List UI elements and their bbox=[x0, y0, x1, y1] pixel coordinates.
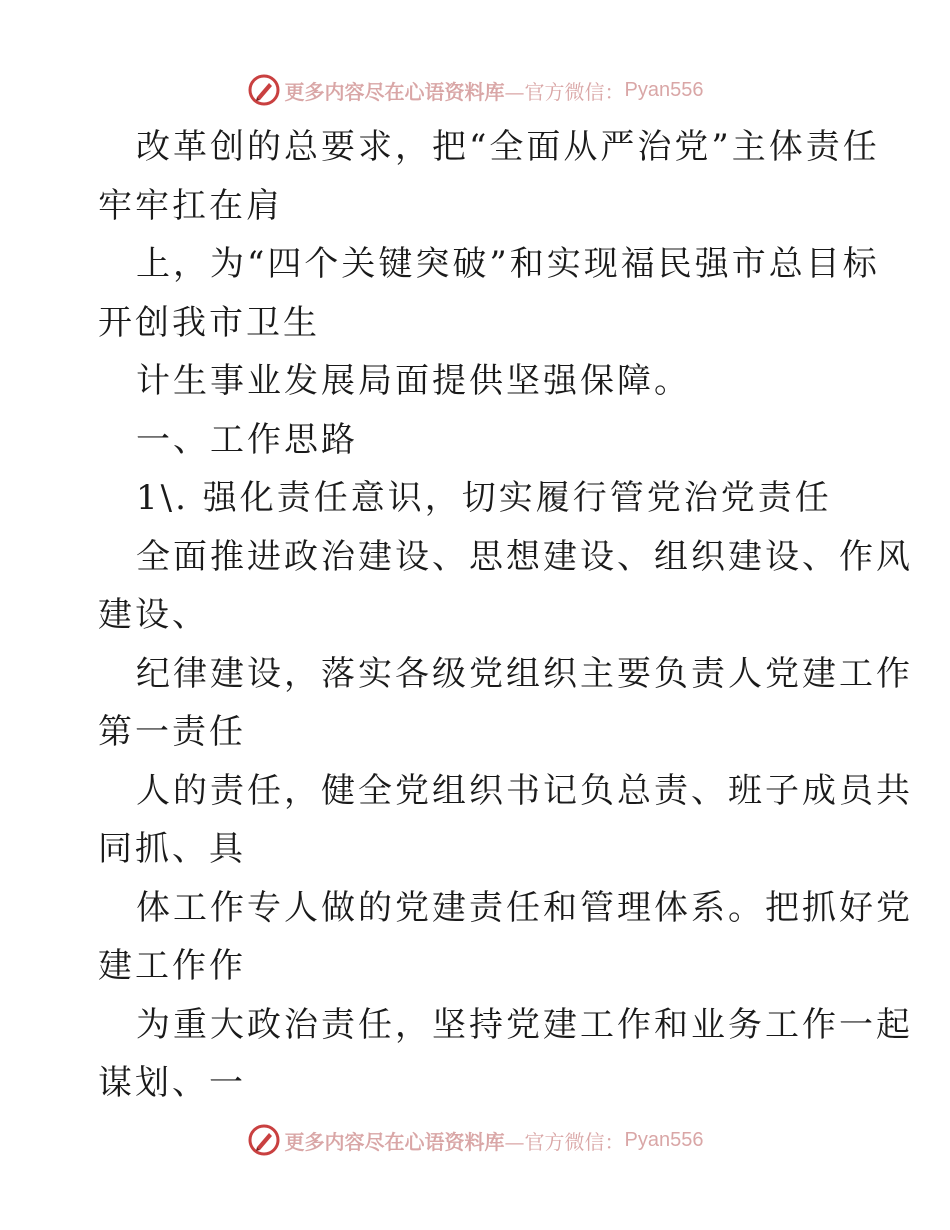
document-body bbox=[98, 118, 913, 1113]
header-wechat-label: —官方微信： bbox=[504, 79, 625, 104]
footer-wechat-label: —官方微信： bbox=[504, 1129, 625, 1154]
paragraph-line: 为重大政治责任，坚持党建工作和业务工作一起 bbox=[136, 1004, 913, 1045]
paragraph-line: 一、工作思路 bbox=[136, 419, 358, 460]
paragraph-line: 人的责任，健全党组织书记负总责、班子成员共 bbox=[136, 770, 913, 811]
paragraph-line: 谋划、一 bbox=[98, 1063, 246, 1103]
footer-brand-text: 更多内容尽在心语资料库 bbox=[284, 1129, 505, 1154]
paragraph-line: 第一责任 bbox=[98, 712, 246, 752]
paragraph-line: 建设、 bbox=[98, 595, 209, 635]
pen-logo-icon bbox=[247, 1123, 281, 1157]
paragraph-line: 1\. 强化责任意识，切实履行管党治党责任 bbox=[136, 478, 832, 518]
paragraph-line: 同抓、具 bbox=[98, 829, 246, 869]
header-wechat-id: Pyan556 bbox=[624, 78, 704, 101]
paragraph-line: 纪律建设，落实各级党组织主要负责人党建工作 bbox=[136, 653, 913, 694]
header-banner bbox=[0, 70, 950, 110]
paragraph-line: 上，为“四个关键突破”和实现福民强市总目标 bbox=[136, 244, 880, 284]
paragraph-line: 牢牢扛在肩 bbox=[98, 185, 283, 226]
pen-logo-icon bbox=[247, 73, 281, 107]
header-brand-text: 更多内容尽在心语资料库 bbox=[284, 79, 505, 104]
paragraph-line: 全面推进政治建设、思想建设、组织建设、作风 bbox=[136, 536, 913, 577]
paragraph-line: 建工作作 bbox=[98, 946, 246, 986]
paragraph-line: 开创我市卫生 bbox=[98, 302, 320, 343]
footer-banner bbox=[0, 1120, 950, 1160]
paragraph-line: 改革创的总要求，把“全面从严治党”主体责任 bbox=[136, 127, 880, 167]
paragraph-line: 计生事业发展局面提供坚强保障。 bbox=[136, 361, 691, 401]
footer-wechat-id: Pyan556 bbox=[624, 1128, 704, 1151]
paragraph-line: 体工作专人做的党建责任和管理体系。把抓好党 bbox=[136, 887, 913, 928]
